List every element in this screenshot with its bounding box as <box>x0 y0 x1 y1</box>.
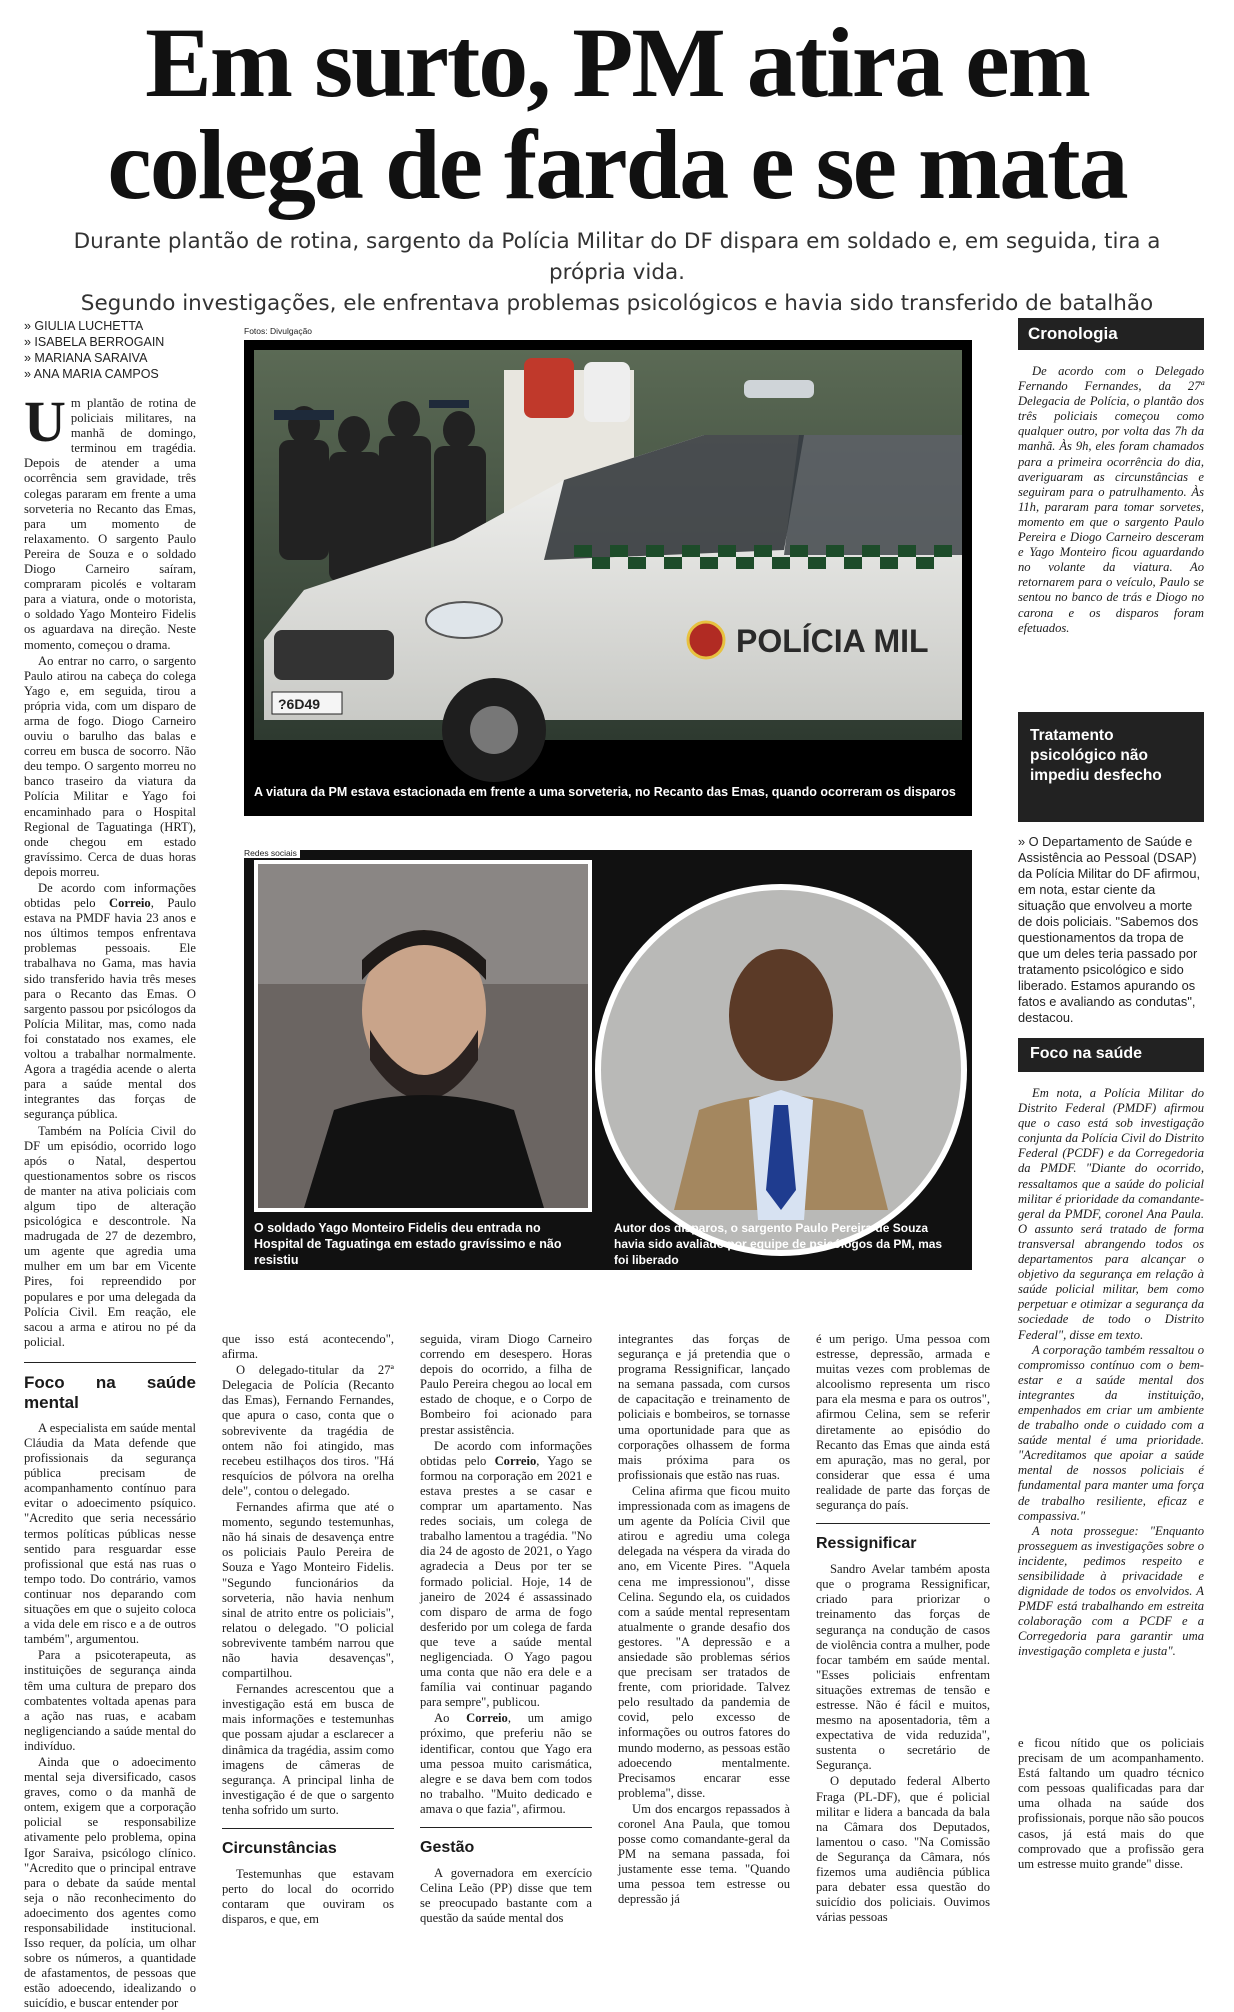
subhead: Ressignificar <box>816 1535 917 1553</box>
paragraph: Ainda que o adoecimento mental seja diversificado, casos graves, como o da manhã de ontem, exigem que a corporação policial se responsabilize ativamente pelo problema, opina Igor Saraiva, psicólogo clínico. "Acredito que o principal entrave para o debate da saúde mental seja o não reconhecimento do adoecimento dos agentes como responsabilidade institucional. Isso requer, da polícia, um olhar sobre os números, a quantidade de afastamentos, de pessoas que estão adoecendo, idealizando o suicídio, e buscar entender por <box>24 1754 196 2011</box>
subhead: Foco na saúde mental <box>24 1372 196 1412</box>
paragraph: Ao Correio, um amigo próximo, que preferiu não se identificar, contou que Yago era uma pessoa muito carismática, alegre e se dava bem com todos no trabalho. "Muito dedicado e amava o que fazia", afirmou. <box>420 1711 592 1816</box>
photo-credit: Redes sociais <box>244 848 300 858</box>
paragraph: e ficou nítido que os policiais precisam de um acompanhamento. Está faltando um quadro técnico com pessoas qualificadas para dar uma olhada na saúde dos profissionais, porque não são poucos casos, já está mais do que comprovado que a profissão gera um estresse muito grande" disse. <box>1018 1736 1204 1871</box>
main-photo <box>244 326 972 816</box>
vehicle-lettering: POLÍCIA MIL <box>736 623 929 659</box>
paragraph: seguida, viram Diogo Carneiro correndo em desespero. Horas depois do ocorrido, a filha de Paulo Pereira chegou ao local em estado de choque, e o Corpo de Bombeiro foi acionado para prestar assistência. <box>420 1332 592 1437</box>
sidebar <box>1018 318 1204 1663</box>
police-vehicle-illustration <box>244 340 972 816</box>
divider <box>420 1827 592 1828</box>
bylines <box>24 318 224 382</box>
paragraph: que isso está acontecendo", afirma. <box>222 1332 394 1362</box>
paragraph: Testemunhas que estavam perto do local do ocorrido contaram que ouviram os disparos, e que, em <box>222 1867 394 1927</box>
article-column-3 <box>420 1332 592 1926</box>
paragraph: é um perigo. Uma pessoa com estresse, depressão, armada e muitas vezes com problemas de alcoolismo representa um risco para ela mesma e para os outros", afirmou Celina, sem se referir diretamente ao episódio do Recanto das Emas que ainda está em apuração, mas no geral, por considerar que essa é uma realidade de parte das forças de segurança do país. <box>816 1332 990 1513</box>
headline-line-2: colega de farda e se mata <box>107 109 1127 220</box>
paragraph: Um plantão de rotina de policiais militares, na manhã de domingo, terminou em tragédia. Depois de atender a uma ocorrência sem gravidade, três colegas pararam em frente a uma sorveteria no Recanto das Emas, para um momento de relaxamento. O sargento Paulo Pereira de Souza e o soldado Diogo Carneiro saíram, compraram picolés e voltaram para a viatura, onde o motorista, o soldado Yago Monteiro Fidelis os aguardava na direção. Neste momento, começou o drama. <box>24 389 196 652</box>
paragraph: Fernandes acrescentou que a investigação está em busca de mais informações e testemunhas que possam ajudar a esclarecer a dinâmica da tragédia, assim como imagens de câmeras de segurança. A principal linha de investigação é de que o sargento tenha sofrido um surto. <box>222 1682 394 1817</box>
divider <box>222 1828 394 1829</box>
cronologia-text: De acordo com o Delegado Fernando Fernandes, da 27ª Delegacia de Polícia, o plantão dos três policiais começou como qualquer outro, por volta das 7h da manhã. Às 9h, eles foram chamados para a primeira ocorrência do dia, averiguaram as circunstâncias e seguiram para o patrulhamento. Às 11h, pararam para tomar sorvetes, momento em que o sargento Paulo Pereira e Diogo Carneiro desceram e Yago Monteiro ficou aguardando no volante da viatura. Ao retornarem para o veículo, Paulo se sentou no banco de trás e Diogo no carona e os disparos foram efetuados. <box>1018 364 1204 635</box>
sidebar-title-cronologia: Cronologia <box>1018 318 1204 350</box>
paragraph: Um dos encargos repassados à coronel Ana Paula, que tomou posse como comandante-geral da PM na semana passada, foi justamente esse tema. "Quando uma pessoa tem estresse ou depressão já <box>618 1801 790 1907</box>
paragraph: O delegado-titular da 27ª Delegacia de Polícia (Recanto das Emas), Fernando Fernandes, que apura o caso, conta que o sobrevivente da tragédia de ontem não foi atingido, mas recebeu estilhaços dos tiros. "Há resquícios de pólvora na orelha dele", contou o delegado. <box>222 1363 394 1498</box>
deck-line-2: Segundo investigações, ele enfrentava problemas psicológicos e havia sido transferido de batalhão <box>80 291 1154 316</box>
byline: » ANA MARIA CAMPOS <box>24 367 159 381</box>
paragraph: Sandro Avelar também aposta que o programa Ressignificar, criado para priorizar o treinamento das forças de segurança na condução de casos de violência contra a mulher, pode focar também em saúde mental. "Esses policiais enfrentam situações extremas de tensão e estresse. Não é fácil e muitos, mesmo na aposentadoria, têm a expectativa de vida reduzida", sustenta o secretário de Segurança. <box>816 1562 990 1773</box>
article-column-2 <box>222 1332 394 1927</box>
foco-text: Em nota, a Polícia Militar do Distrito Federal (PMDF) afirmou que o caso está sob investigação conjunta da Polícia Civil do Distrito Federal (PCDF) e da Corregedoria da PMDF. "Diante do ocorrido, ressaltamos que a saúde do policial militar é prioridade da comandante-geral da PMDF, coronel Ana Paula. O assunto será tratado de forma transversal abrangendo todos os departamentos para alcançar o objetivo da segurança em relação à saúde policial militar, bem como perpetuar e otimizar a segurança da sociedade de todo o Distrito Federal", disse em texto. A corporação também ressaltou o compromisso contínuo com o bem-estar e a saúde mental dos integrantes da instituição, empenhados em criar um ambiente de trabalho onde o cuidado com a saúde mental é uma prioridade. "Acreditamos que apoiar a saúde mental de nossos policiais é fundamental para manter uma força de trabalho resiliente, eficaz e compassiva." A nota prossegue: "Enquanto prosseguem as investigações sobre o incidente, pedimos respeito e sensibilidade à privacidade e dignidade de todos os envolvidos. A PMDF está trabalhando em estreita colaboração com a PCDF e a Corregedoria para garantir uma investigação completa e justa". <box>1018 1086 1204 1659</box>
deck <box>40 226 1194 319</box>
headline-line-1: Em surto, PM atira em <box>145 7 1089 118</box>
byline: » GIULIA LUCHETTA <box>24 319 144 333</box>
lower-photos <box>244 850 972 1270</box>
paragraph: Para a psicoterapeuta, as instituições de segurança ainda têm uma cultura de preparo dos combatentes voltada apenas para a ação nas ruas, e acabam negligenciando a saúde mental do indivíduo. <box>24 1648 196 1753</box>
divider <box>24 1362 196 1363</box>
paragraph: De acordo com informações obtidas pelo Correio, Yago se formou na corporação em 2021 e estava prestes a se casar e comprar um apartamento. Nas redes sociais, um colega de trabalho lamentou a tragédia. "No dia 24 de agosto de 2021, o Yago agradecia a Deus por ter se formado policial. Hoje, 14 de janeiro de 2024 é assassinado com disparo de arma de fogo desferido por um colega de farda que teve a saúde mental negligenciada. O Yago pagou uma conta que não era dele e a família vai continuar pagando para sempre", publicou. <box>420 1438 592 1710</box>
byline: » MARIANA SARAIVA <box>24 351 148 365</box>
divider <box>816 1523 990 1524</box>
police-crest-icon <box>688 622 724 658</box>
article-column-4 <box>618 1332 790 1907</box>
tratamento-text: » O Departamento de Saúde e Assistência ao Pessoal (DSAP) da Polícia Militar do DF afirmou, em nota, estar ciente da situação que envolveu a morte de dois policiais. "Sabemos dos questionamentos da tropa de que um deles teria passado por tratamento psicológico e sido liberado. Estamos apurando os fatos e avaliando as condutas", destacou. <box>1018 834 1201 1025</box>
headline <box>0 7 1234 220</box>
paragraph: Celina afirma que ficou muito impressionada com as imagens de um agente da Polícia Civil que atirou e agrediu uma colega delegada na véspera da virada do ano, em Vicente Pires. "Aquela cena me impressionou", disse Celina. Segundo ela, os cuidados com a saúde mental representam atualmente o grande desafio dos gestores. "A depressão e a ansiedade são problemas sérios que precisam ser tratados de frente, com prioridade. Talvez pelo resultado da pandemia de covid, pelo excesso de informações ou outros fatores do mundo moderno, as pessoas estão adoecendo mentalmente. Precisamos encarar esse problema", disse. <box>618 1483 790 1800</box>
paragraph: integrantes das forças de segurança e já pretendia que o programa Ressignificar, lançado na semana passada, com cursos de capacitação e treinamento de policiais e bombeiros, se tornasse uma oportunidade para que as corporações olhassem de forma mais próxima para os profissionais que estão nas ruas. <box>618 1332 790 1482</box>
sidebar-title-tratamento: Tratamento psicológico não impediu desfecho <box>1018 712 1204 822</box>
paragraph: De acordo com informações obtidas pelo Correio, Paulo estava na PMDF havia 23 anos e nos últimos tempos enfrentava problemas pessoais. Ele trabalhava no Gama, mas havia sido transferido havia três meses para o Recanto das Emas. O sargento passou por psicólogos da Polícia Militar, mas, como nada foi constatado nos exames, ele voltou a trabalhar normalmente. Agora a tragédia acende o alerta para a saúde mental dos integrantes das forças de segurança pública. <box>24 881 197 1122</box>
article-column-1 <box>24 389 197 2011</box>
article-column-6 <box>1018 1736 1204 1896</box>
right-photo-caption: Autor dos disparos, o sargento Paulo Pereira de Souza havia sido avaliado por equipe de psicólogos da PM, mas foi liberado <box>614 1221 943 1267</box>
paragraph: A especialista em saúde mental Cláudia da Mata defende que profissionais da segurança pública precisam de acompanhamento contínuo para evitar o adoecimento psíquico. "Acredito que seria necessário termos políticas públicas nesse sentido para resguardar esse profissional que está nas ruas o tempo todo. Do contrário, vamos continuar nos deparando com situações em que o sujeito coloca a vida dele em risco e a de outros também", argumentou. <box>24 1420 196 1647</box>
deck-line-1: Durante plantão de rotina, sargento da Polícia Militar do DF dispara em soldado e, em seguida, tira a própria vida. <box>73 229 1161 285</box>
photo-credit: Fotos: Divulgação <box>244 326 313 336</box>
byline: » ISABELA BERROGAIN <box>24 335 165 349</box>
paragraph: A governadora em exercício Celina Leão (PP) disse que tem se preocupado bastante com a questão da saúde mental dos <box>420 1866 592 1926</box>
license-plate: ?6D49 <box>278 696 321 712</box>
paragraph: Também na Polícia Civil do DF um episódio, ocorrido logo após o Natal, despertou questionamentos sobre os riscos de manter na ativa policiais com algum tipo de alteração psicológica e descontrole. Na madrugada de 27 de dezembro, um agente que agredia uma mulher em um bar em Vicente Pires, foi repreendido por populares e por uma delegada da Polícia Civil. Em reação, ele sacou a arma e atirou no pé da policial. <box>24 1123 196 1349</box>
paragraph: O deputado federal Alberto Fraga (PL-DF), que é policial militar e lidera a bancada da bala na Câmara dos Deputados, lamentou o caso. "Na Comissão de Segurança da Câmara, nós fizemos uma audiência pública para debater essa questão do suicídio dos policiais. Ouvimos várias pessoas <box>816 1774 990 1925</box>
sidebar-title-foco: Foco na saúde <box>1018 1038 1204 1072</box>
paragraph: Fernandes afirma que até o momento, segundo testemunhas, não há sinais de desavença entre os policiais Paulo Pereira de Souza e Yago Monteiro Fidelis. "Segundo funcionários da sorveteria, não havia nenhum sinal de atrito entre os policiais", relatou o delegado. "O policial sobrevivente também narrou que não havia desavenças", compartilhou. <box>222 1500 394 1681</box>
dropcap: U <box>24 389 66 454</box>
left-photo-caption: O soldado Yago Monteiro Fidelis deu entrada no Hospital de Taguatinga em estado gravíssimo e não resistiu <box>254 1221 562 1267</box>
article-column-5 <box>816 1332 990 1925</box>
subhead: Gestão <box>420 1839 475 1856</box>
main-photo-caption: A viatura da PM estava estacionada em frente a uma sorveteria, no Recanto das Emas, quando ocorreram os disparos <box>254 785 956 799</box>
portrait-photos <box>244 850 972 1270</box>
paragraph: Ao entrar no carro, o sargento Paulo atirou na cabeça do colega Yago e, em seguida, tirou a própria vida, com um disparo de arma de fogo. Diogo Carneiro ouviu o barulho das balas e correu em busca de socorro. Não deu tempo. O sargento morreu no banco traseiro da viatura da Polícia Militar e Yago foi encaminhado para o Hospital Regional de Taguatinga (HRT), onde chegou em estado gravíssimo. Cerca de duas horas depois morreu. <box>24 653 196 879</box>
subhead: Circunstâncias <box>222 1840 337 1857</box>
